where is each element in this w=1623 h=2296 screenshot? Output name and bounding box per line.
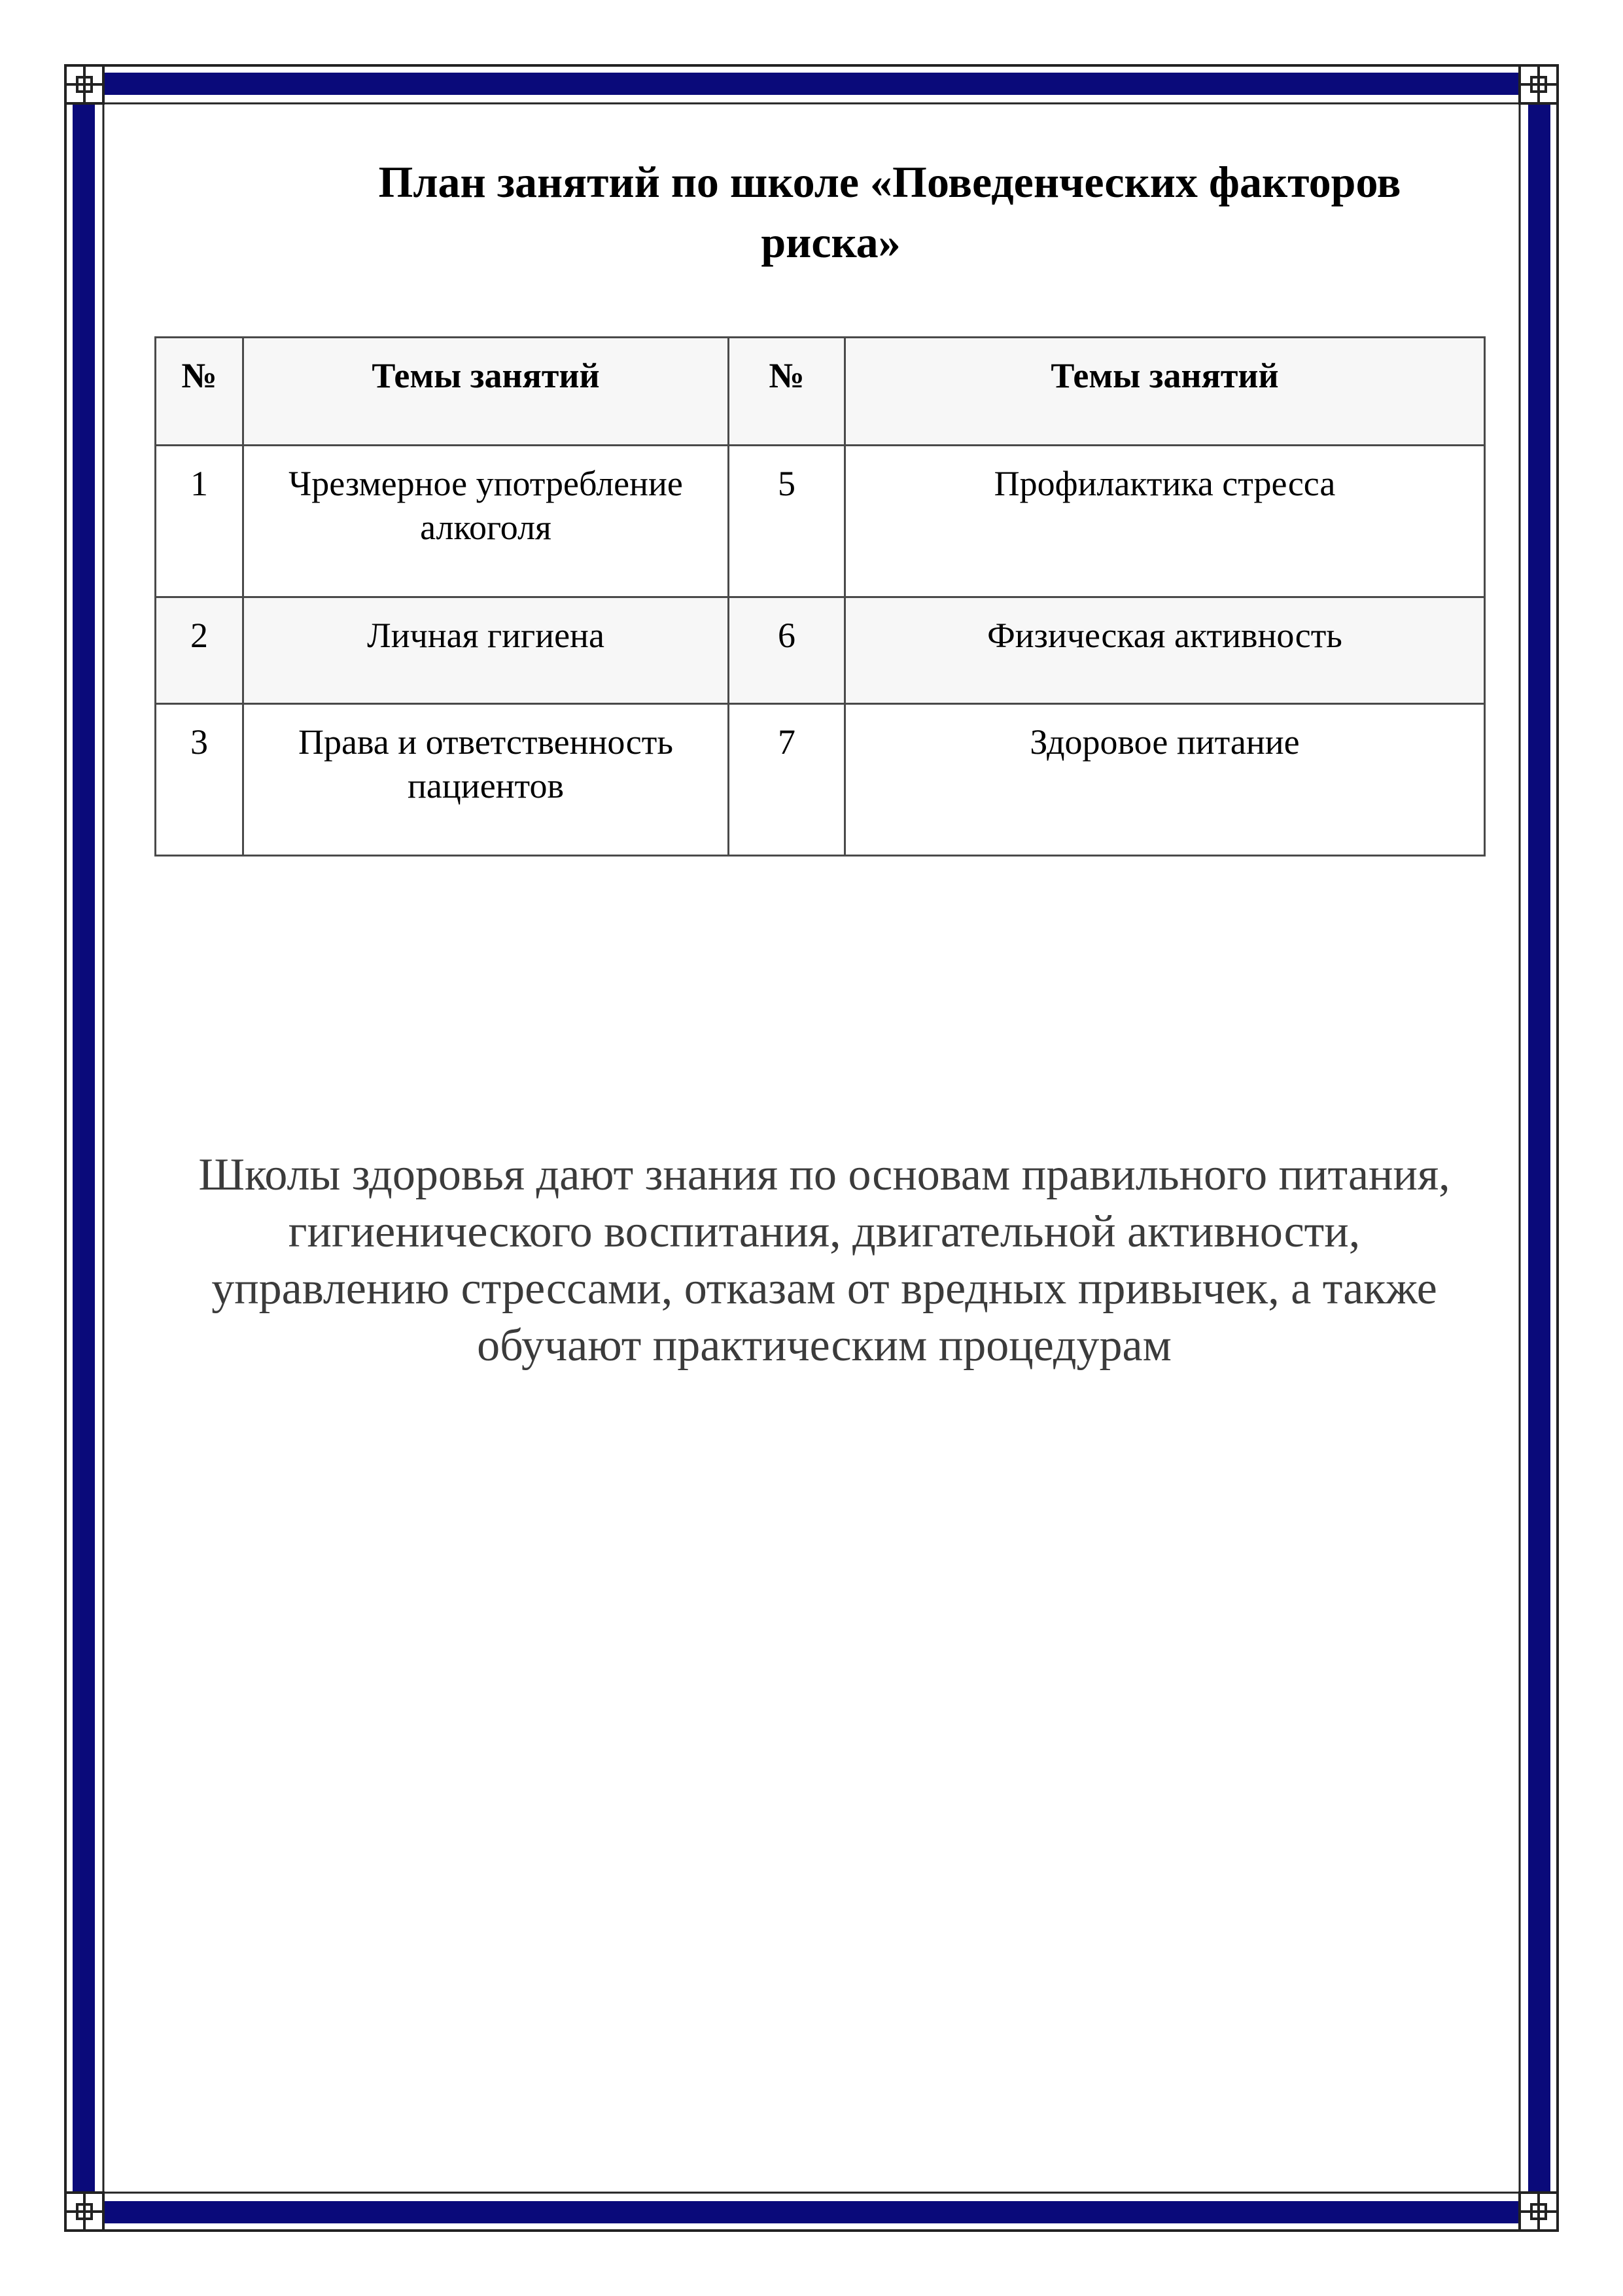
row-topic: Здоровое питание xyxy=(845,704,1485,856)
corner-ornament xyxy=(1520,2193,1558,2231)
title-line: риска» xyxy=(761,217,901,267)
summary-line: гигиенического воспитания, двигательной активности, xyxy=(288,1207,1361,1257)
column-header-number: № xyxy=(156,338,243,446)
row-topic: Личная гигиена xyxy=(243,597,729,704)
topics-table xyxy=(154,336,1486,857)
row-topic: Физическая активность xyxy=(845,597,1485,704)
page-title xyxy=(196,152,1465,272)
corner-ornament xyxy=(65,2193,103,2231)
row-number: 2 xyxy=(156,597,243,704)
column-header-topics: Темы занятий xyxy=(243,338,729,446)
corner-ornament xyxy=(65,65,103,103)
summary-line: Школы здоровья дают знания по основам правильного питания, xyxy=(198,1150,1450,1200)
row-topic: Чрезмерное употребление алкоголя xyxy=(243,446,729,597)
column-header-topics: Темы занятий xyxy=(845,338,1485,446)
table-row xyxy=(156,704,1485,856)
column-header-number: № xyxy=(729,338,845,446)
row-number: 6 xyxy=(729,597,845,704)
title-line: План занятий по школе «Поведенческих факторов xyxy=(378,157,1401,207)
table-row xyxy=(156,597,1485,704)
row-number: 7 xyxy=(729,704,845,856)
row-topic: Права и ответственность пациентов xyxy=(243,704,729,856)
table-row xyxy=(156,446,1485,597)
row-topic: Профилактика стресса xyxy=(845,446,1485,597)
corner-ornament xyxy=(1520,65,1558,103)
summary-line: обучают практическим процедурам xyxy=(477,1320,1172,1371)
row-number: 1 xyxy=(156,446,243,597)
summary-paragraph xyxy=(131,1146,1518,1374)
table-header-row xyxy=(156,338,1485,446)
row-number: 5 xyxy=(729,446,845,597)
summary-line: управлению стрессами, отказам от вредных привычек, а также xyxy=(211,1263,1437,1314)
row-number: 3 xyxy=(156,704,243,856)
